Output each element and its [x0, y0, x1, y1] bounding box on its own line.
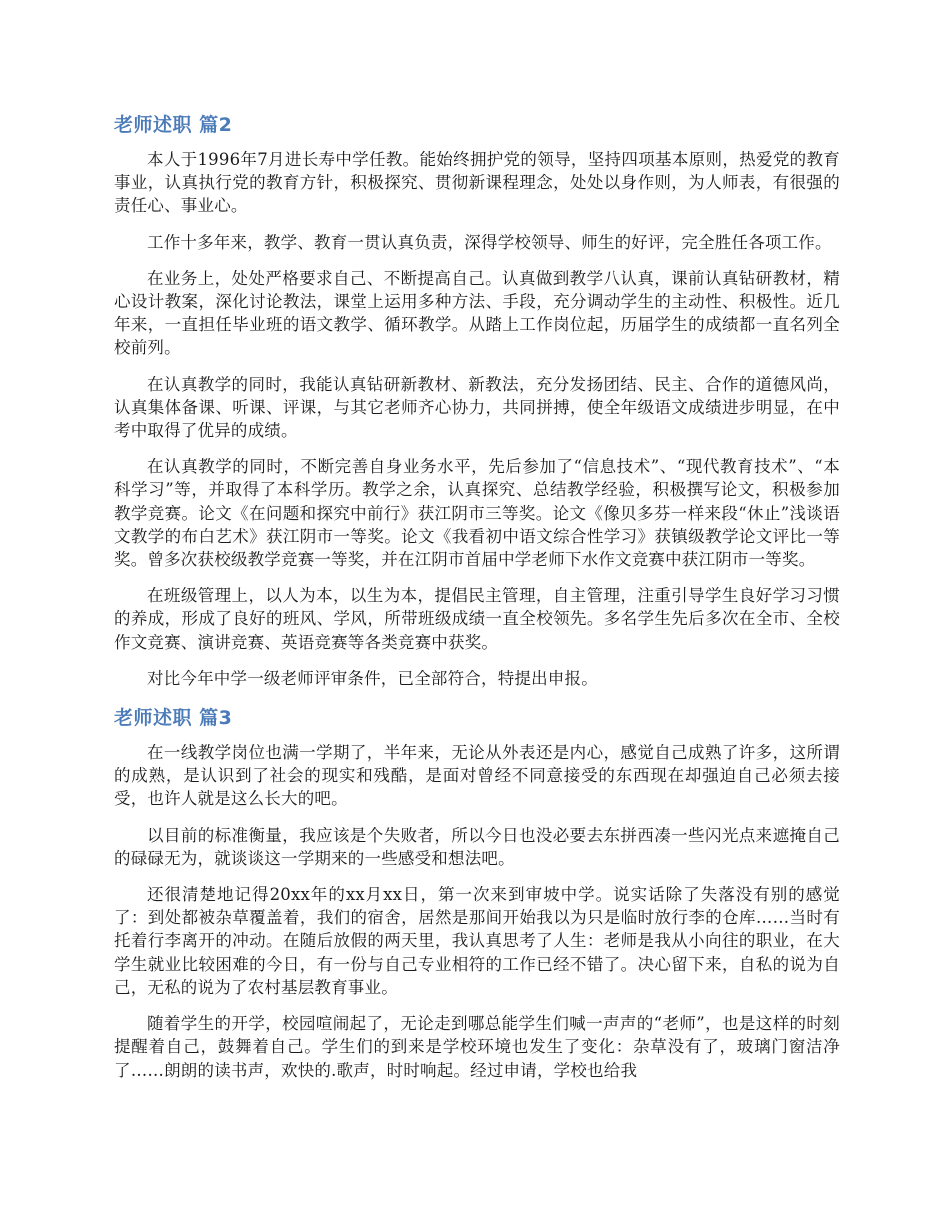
paragraph: 以目前的标准衡量，我应该是个失败者，所以今日也没必要去东拼西凑一些闪光点来遮掩自己的碌碌无为，就谈谈这一学期来的一些感受和想法吧。 — [114, 825, 840, 868]
document-page — [114, 110, 840, 1095]
paragraph: 还很清楚地记得20xx年的xx月xx日，第一次来到审坡中学。说实话除了失落没有别的感觉了：到处都被杂草覆盖着，我们的宿舍，居然是那间开始我以为只是临时放行李的仓库……当时有托着行李离开的冲动。在随后放假的两天里，我认真思考了人生：老师是我从小向往的职业，在大学生就业比较困难的今日，有一份与自己专业相符的工作已经不错了。决心留下来，自私的说为自己，无私的说为了农村基层教育事业。 — [114, 885, 840, 997]
paragraph: 随着学生的开学，校园喧闹起了，无论走到哪总能学生们喊一声声的“老师”，也是这样的时刻提醒着自己，鼓舞着自己。学生们的到来是学校环境也发生了变化：杂草没有了，玻璃门窗洁净了……朗朗的读书声，欢快的.歌声，时时响起。经过申请，学校也给我 — [114, 1014, 840, 1080]
paragraph: 在业务上，处处严格要求自己、不断提高自己。认真做到教学八认真，课前认真钻研教材，精心设计教案，深化讨论教法，课堂上运用多种方法、手段，充分调动学生的主动性、积极性。近几年来，一直担任毕业班的语文教学、循环教学。从踏上工作岗位起，历届学生的成绩都一直名列全校前列。 — [114, 268, 840, 358]
paragraph: 在班级管理上，以人为本，以生为本，提倡民主管理，自主管理，注重引导学生良好学习习惯的养成，形成了良好的班风、学风，所带班级成绩一直全校领先。多名学生先后多次在全市、全校作文竞赛、演讲竞赛、英语竞赛等各类竞赛中获奖。 — [114, 586, 840, 652]
paragraph: 在认真教学的同时，我能认真钻研新教材、新教法，充分发扬团结、民主、合作的道德风尚，认真集体备课、听课、评课，与其它老师齐心协力，共同拼搏，使全年级语文成绩进步明显，在中考中取得了优异的成绩。 — [114, 374, 840, 441]
paragraph: 本人于1996年7月进长寿中学任教。能始终拥护党的领导，坚持四项基本原则，热爱党的教育事业，认真执行党的教育方针，积极探究、贯彻新课程理念，处处以身作则，为人师表，有很强的责任心、事业心。 — [114, 150, 840, 216]
paragraph: 对比今年中学一级老师评审条件，已全部符合，特提出申报。 — [147, 668, 598, 688]
section-article-2 — [114, 110, 840, 690]
section-heading: 老师述职 篇3 — [114, 707, 233, 730]
paragraph: 在一线教学岗位也满一学期了，半年来，无论从外表还是内心，感觉自己成熟了许多，这所谓的成熟，是认识到了社会的现实和残酷，是面对曾经不同意接受的东西现在却强迫自己必须去接受，也许人就是这么长大的吧。 — [114, 743, 840, 809]
paragraph: 在认真教学的同时，不断完善自身业务水平，先后参加了“信息技术”、“现代教育技术”、“本科学习”等，并取得了本科学历。教学之余，认真探究、总结教学经验，积极撰写论文，积极参加教学竞赛。论文《在问题和探究中前行》获江阴市三等奖。论文《像贝多芬一样来段“休止”浅谈语文教学的布白艺术》获江阴市一等奖。论文《我看初中语文综合性学习》获镇级教学论文评比一等奖。曾多次获校级教学竞赛一等奖，并在江阴市首届中学老师下水作文竞赛中获江阴市一等奖。 — [114, 457, 840, 570]
section-article-3 — [114, 703, 840, 1082]
paragraph: 工作十多年来，教学、教育一贯认真负责，深得学校领导、师生的好评，完全胜任各项工作。 — [147, 232, 832, 252]
section-heading: 老师述职 篇2 — [114, 114, 233, 136]
